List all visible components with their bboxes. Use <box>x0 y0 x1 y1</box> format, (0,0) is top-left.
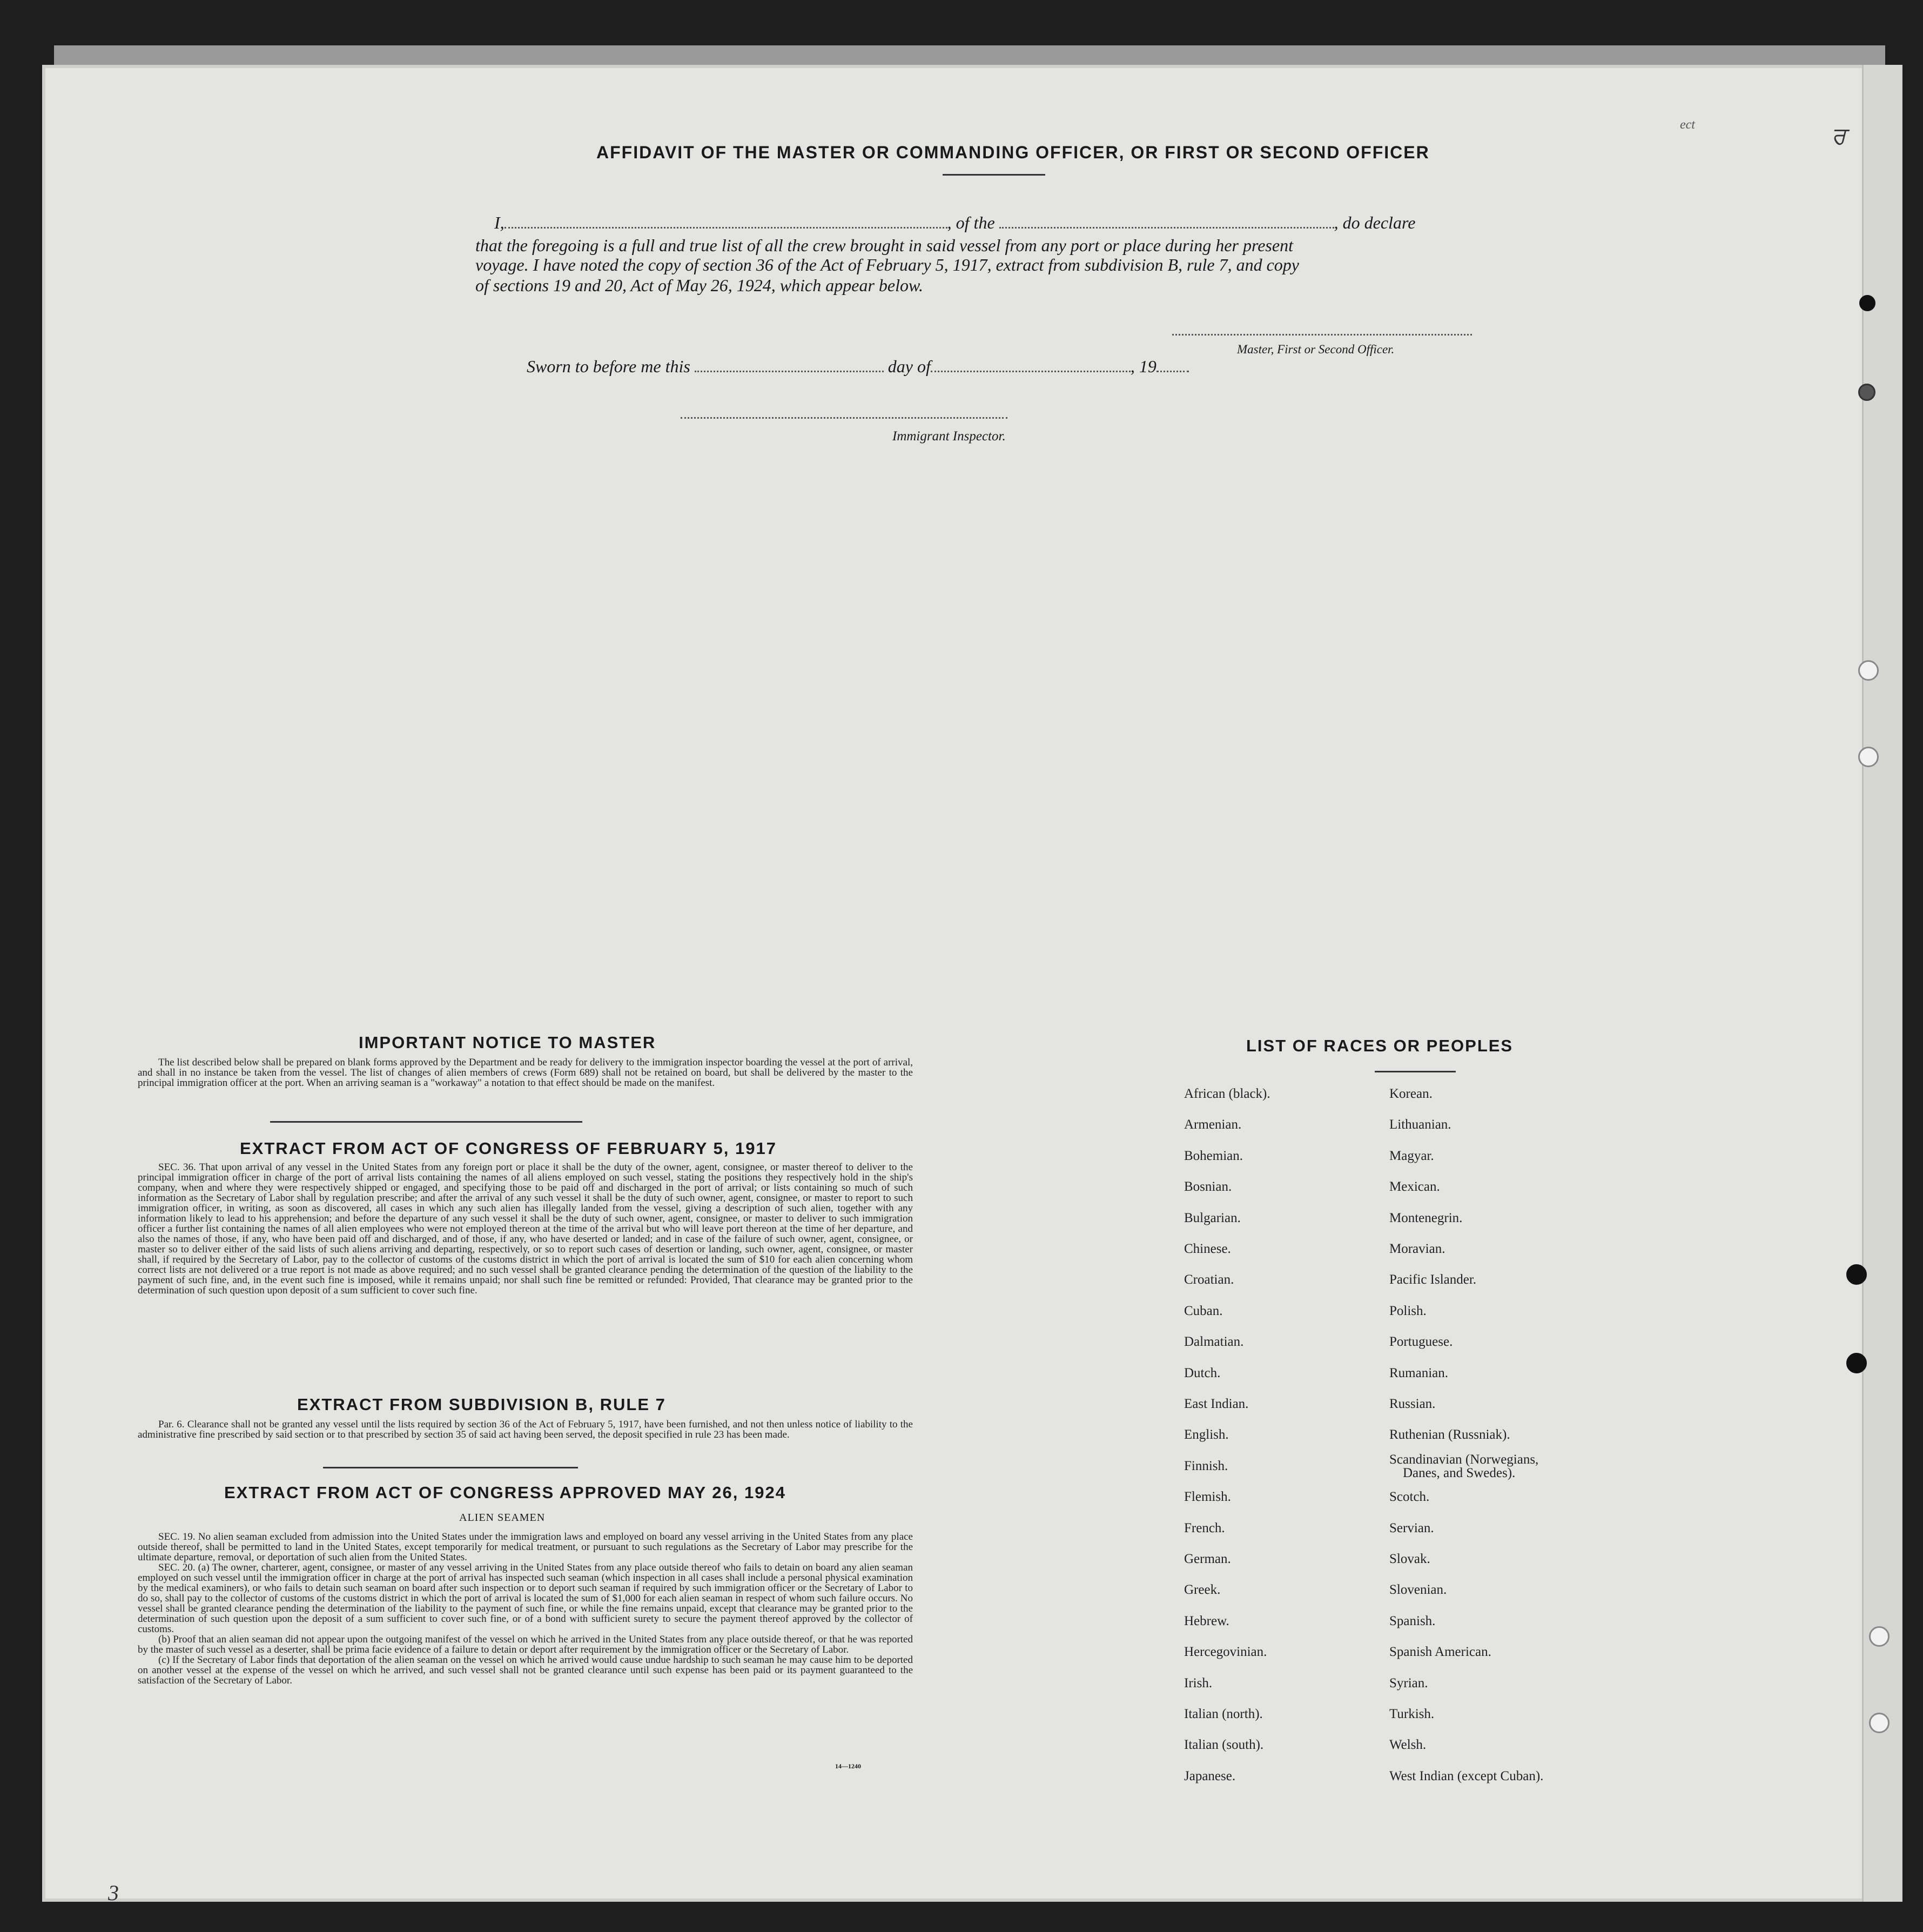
signature-line[interactable] <box>1172 334 1472 336</box>
affidavit-line-3: voyage. I have noted the copy of section 36 of the Act of February 5, 1917, extract from subdivision B, rule 7, and copy <box>475 255 1299 274</box>
race-item: Italian (south). <box>1184 1738 1264 1752</box>
race-item: Ruthenian (Russniak). <box>1389 1427 1510 1442</box>
extract-1924-title: EXTRACT FROM ACT OF CONGRESS APPROVED MAY 26, 1924 <box>224 1483 786 1502</box>
race-item: Syrian. <box>1389 1676 1428 1691</box>
race-item: Slovak. <box>1389 1552 1430 1566</box>
sec-20a: SEC. 20. (a) The owner, charterer, agent, consignee, or master of any vessel arriving in the United States from any place outside thereof who fails to detain on board any alien seaman employed on such vessel until the immigration officer in charge at the port of arrival has inspected such seaman (which inspection in all cases shall include a personal physical examination by the medical examiners), or who fails to detain such seaman on board after such inspection or to deport such seaman if required by such immigration officer or the Secretary of Labor to do so, shall pay to the collector of customs of the customs district in which the port of arrival is located the sum of $1,000 for each alien seaman in respect of whom such failure occurs. No vessel shall be granted clearance pending the determination of the liability to the payment of such fine, or while the fine remains unpaid, except that clearance may be granted prior to the determination of such question upon the deposit of a sum sufficient to cover such fine, or of a bond with sufficient surety to secure the payment thereof approved by the collector of customs. <box>138 1562 913 1635</box>
binder-hole <box>1858 384 1875 401</box>
race-item: Scotch. <box>1389 1490 1430 1504</box>
race-item: Portuguese. <box>1389 1334 1453 1349</box>
race-item: Montenegrin. <box>1389 1211 1463 1225</box>
race-item: English. <box>1184 1427 1229 1442</box>
binder-hole <box>1869 1713 1890 1733</box>
binder-hole <box>1869 1626 1890 1647</box>
race-item: Spanish. <box>1389 1614 1436 1628</box>
race-item: Mexican. <box>1389 1179 1440 1194</box>
extract-1917-title: EXTRACT FROM ACT OF CONGRESS OF FEBRUARY 5, 1917 <box>240 1139 777 1158</box>
section-divider <box>323 1467 578 1468</box>
race-item: Finnish. <box>1184 1459 1228 1473</box>
race-item: Servian. <box>1389 1521 1434 1535</box>
sec-19: SEC. 19. No alien seaman excluded from admission into the United States under the immigration laws and employed on board any vessel arriving in the United States from any place outside thereof, shall be permitted to land in the United States, except temporarily for medical treatment, or pursuant to such regulations as the Secretary of Labor may prescribe for the ultimate departure, removal, or deportation of such alien from the United States. <box>138 1531 913 1563</box>
race-item: Korean. <box>1389 1086 1433 1101</box>
binder-hole-dark <box>1859 295 1875 311</box>
extract-rule7-body: Par. 6. Clearance shall not be granted any vessel until the lists required by section 36 of the Act of February 5, 1917, have been furnished, and not then unless notice of liability to the administrative fine prescribed by said section or to that prescribed by section 35 of said act having been served, the deposit specified in rule 23 has been made. <box>138 1419 913 1440</box>
section-divider <box>270 1121 582 1123</box>
race-item: Moravian. <box>1389 1242 1445 1256</box>
vessel-field[interactable] <box>999 213 1334 229</box>
sec-20b: (b) Proof that an alien seaman did not appear upon the outgoing manifest of the vessel on which he arrived in the United States from any place outside thereof, or that he was reported by the master of such vessel as a deserter, shall be prima facie evidence of a failure to detain or deport after requirement by the immigration officer or the Secretary of Labor. <box>138 1634 913 1655</box>
race-item: Croatian. <box>1184 1272 1234 1287</box>
race-item: Hebrew. <box>1184 1614 1229 1628</box>
sworn-day-field[interactable] <box>695 357 884 372</box>
race-item: Magyar. <box>1389 1149 1434 1163</box>
race-item: Bohemian. <box>1184 1149 1243 1163</box>
sworn-month-field[interactable] <box>931 357 1131 372</box>
race-item: Flemish. <box>1184 1490 1231 1504</box>
race-item: Slovenian. <box>1389 1582 1447 1597</box>
name-field[interactable] <box>505 213 947 229</box>
sworn-year-field[interactable] <box>1157 357 1189 372</box>
extract-rule7-title: EXTRACT FROM SUBDIVISION B, RULE 7 <box>297 1395 666 1414</box>
extract-1924-body <box>138 1532 913 1686</box>
binder-hole <box>1858 747 1879 767</box>
race-item: Russian. <box>1389 1397 1436 1411</box>
extract-1917-body: SEC. 36. That upon arrival of any vessel in the United States from any foreign port or place it shall be the duty of the owner, agent, consignee, or master thereof to deliver to the principal immigration officer in charge of the port of arrival lists containing the names of all aliens employed on such vessel, stating the positions they respectively hold in the ship's company, when and where they were respectively shipped or engaged, and specifying those to be paid off and discharged in the port of arrival; or lists containing so much of such information as the Secretary of Labor shall by regulation prescribe; and after the arrival of any such vessel it shall be the duty of such owner, agent, consignee, or master to report to such immigration officer, in writing, as soon as discovered, all cases in which any such alien has illegally landed from the vessel, giving a description of such alien, together with any information likely to lead to his apprehension; and before the departure of any such vessel it shall be the duty of such owner, agent, consignee, or master to deliver to such immigration officer a further list containing the names of all alien employees who were not employed thereon at the time of the arrival but who will leave port thereon at the time of her departure, and also the names of those, if any, who have been paid off and discharged, and of those, if any, who have deserted or landed; and in case of the failure of such owner, agent, consignee, or master so to deliver either of the said lists of such aliens arriving and departing, respectively, or so to report such cases of desertion or landing, such owner, agent, consignee, or master shall, if required by the Secretary of Labor, pay to the collector of customs of the customs district in which the port of arrival is located the sum of $10 for each alien concerning whom correct lists are not delivered or a true report is not made as above required; and no such vessel shall be granted clearance pending the determination of the question of the liability to the payment of such fine, and, in the event such fine is imposed, while it remains unpaid; nor shall such fine be remitted or refunded: Provided, That clearance may be granted prior to the determination of such question upon deposit of a sum sufficient to cover such fine. <box>138 1162 913 1296</box>
corner-pencil-mark: 3 <box>108 1881 119 1905</box>
affidavit-title: AFFIDAVIT OF THE MASTER OR COMMANDING OFFICER, OR FIRST OR SECOND OFFICER <box>596 143 1430 162</box>
race-item: German. <box>1184 1552 1231 1566</box>
race-item: Spanish American. <box>1389 1645 1491 1659</box>
notice-body: The list described below shall be prepared on blank forms approved by the Department and be ready for delivery to the immigration inspector boarding the vessel at the port of arrival, and shall in no instance be taken from the vessel. The list of changes of alien members of crews (Form 689) shall not be retained on board, but shall be delivered by the master to the principal immigration officer at the port. When an arriving seaman is a "workaway" a notation to that effect should be made on the manifest. <box>138 1057 913 1089</box>
race-item: Turkish. <box>1389 1707 1435 1721</box>
affidavit-line-1: I, , of the , do declare <box>494 213 1416 232</box>
race-item: Welsh. <box>1389 1738 1427 1752</box>
sec-20c: (c) If the Secretary of Labor finds that deportation of the alien seaman on the vessel on which he arrived would cause undue hardship to such seaman he may cause him to be deported on another vessel at the expense of the vessel on which he arrived, and such vessel shall not be granted clearance until such expense has been paid or its payment guaranteed to the satisfaction of the Secretary of Labor. <box>138 1654 913 1686</box>
corner-mark: ect <box>1680 118 1695 132</box>
race-item: Hercegovinian. <box>1184 1645 1267 1659</box>
race-item: Armenian. <box>1184 1117 1242 1132</box>
race-item: Cuban. <box>1184 1304 1223 1318</box>
sworn-line: Sworn to before me this day of , 19 <box>527 357 1189 377</box>
title-divider <box>943 174 1045 176</box>
race-item: West Indian (except Cuban). <box>1389 1769 1544 1783</box>
race-item: Japanese. <box>1184 1769 1236 1783</box>
corner-mark-symbol: ਰ <box>1831 123 1846 149</box>
race-item: Bulgarian. <box>1184 1211 1241 1225</box>
races-divider <box>1375 1071 1456 1072</box>
race-item: Lithuanian. <box>1389 1117 1451 1132</box>
races-title: LIST OF RACES OR PEOPLES <box>1246 1036 1514 1055</box>
race-item: East Indian. <box>1184 1397 1249 1411</box>
race-item: French. <box>1184 1521 1225 1535</box>
race-item: Scandinavian (Norwegians, Danes, and Swedes). <box>1389 1452 1539 1480</box>
alien-seamen-subtitle: ALIEN SEAMEN <box>459 1512 546 1524</box>
inspector-label: Immigrant Inspector. <box>892 429 1006 444</box>
binder-hole-dark <box>1846 1264 1867 1285</box>
binder-hole <box>1858 660 1879 681</box>
binder-hole-dark <box>1846 1353 1867 1373</box>
race-item: Greek. <box>1184 1582 1221 1597</box>
notice-title: IMPORTANT NOTICE TO MASTER <box>359 1033 656 1052</box>
affidavit-line-4: of sections 19 and 20, Act of May 26, 1924, which appear below. <box>475 276 923 295</box>
race-item: Dutch. <box>1184 1366 1221 1380</box>
race-item: African (black). <box>1184 1086 1270 1101</box>
race-item: Irish. <box>1184 1676 1213 1691</box>
inspector-signature-line[interactable] <box>681 417 1007 419</box>
race-item: Rumanian. <box>1389 1366 1449 1380</box>
race-item: Polish. <box>1389 1304 1427 1318</box>
race-item: Pacific Islander. <box>1389 1272 1477 1287</box>
race-item: Dalmatian. <box>1184 1334 1244 1349</box>
signature-label: Master, First or Second Officer. <box>1237 343 1395 356</box>
form-number: 14—1240 <box>835 1762 861 1770</box>
race-item: Bosnian. <box>1184 1179 1232 1194</box>
race-item: Chinese. <box>1184 1242 1231 1256</box>
race-item: Italian (north). <box>1184 1707 1263 1721</box>
affidavit-line-2: that the foregoing is a full and true list of all the crew brought in said vessel from any port or place during her present <box>475 236 1293 255</box>
